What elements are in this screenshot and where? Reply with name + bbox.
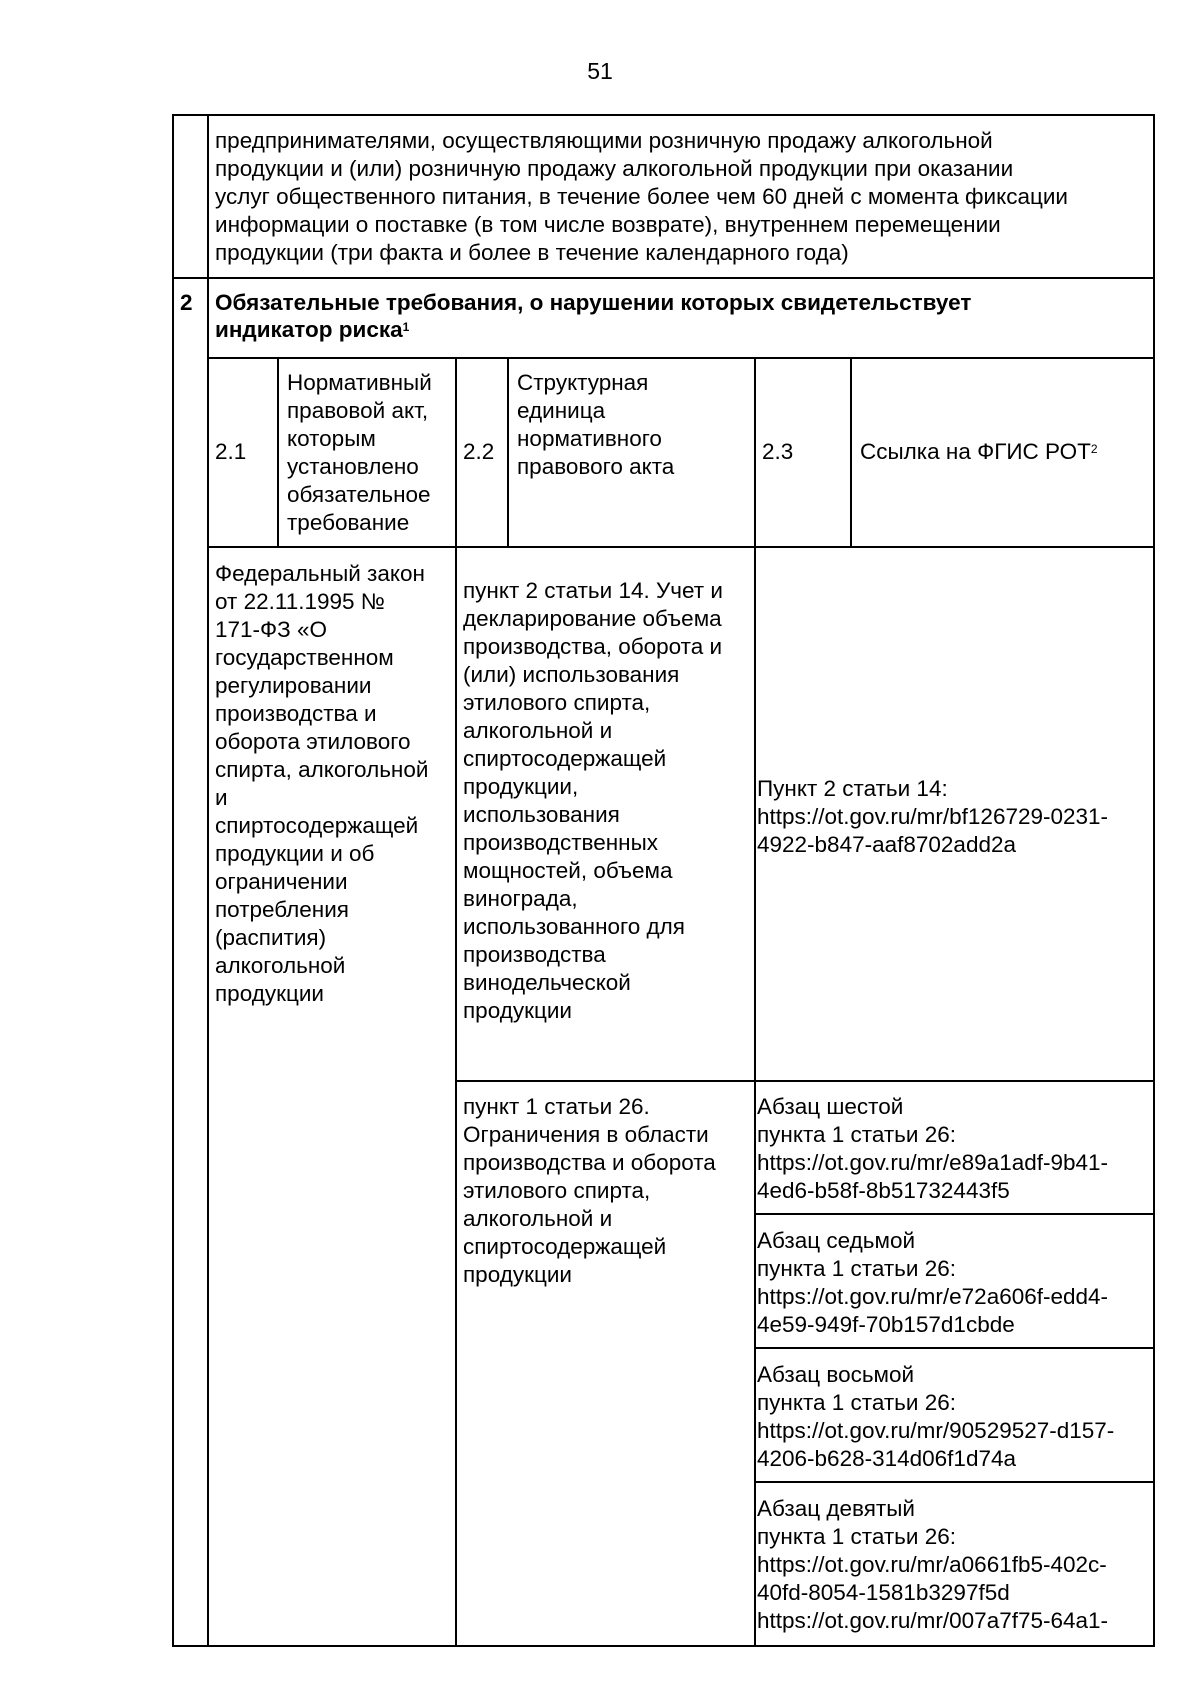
ot-link[interactable]: 4922-b847-aaf8702add2a: [757, 832, 1016, 857]
section-title-line1: Обязательные требования, о нарушении которых свидетельствует: [215, 290, 972, 315]
section-number: 2: [180, 290, 193, 315]
ot-link[interactable]: https://ot.gov.ru/mr/e72a606f-edd4-: [757, 1284, 1109, 1309]
header-2-2-number: 2.2: [463, 439, 495, 464]
header-2-1-number: 2.1: [215, 439, 247, 464]
ot-link[interactable]: https://ot.gov.ru/mr/a0661fb5-402c-: [757, 1552, 1107, 1577]
header-2-3-label: Ссылка на ФГИС РОТ$^2$: [860, 439, 1098, 464]
section-title-line2: индикатор риска$^1$: [215, 317, 410, 342]
page-number: 51: [587, 58, 613, 84]
ot-link[interactable]: https://ot.gov.ru/mr/bf126729-0231-: [757, 804, 1109, 829]
header-2-3-number: 2.3: [762, 439, 794, 464]
ot-link[interactable]: https://ot.gov.ru/mr/007a7f75-64a1-: [757, 1608, 1109, 1633]
ot-link[interactable]: 4206-b628-314d06f1d74a: [757, 1446, 1016, 1471]
ot-link[interactable]: 40fd-8054-1581b3297f5d: [757, 1580, 1010, 1605]
ot-link[interactable]: https://ot.gov.ru/mr/e89a1adf-9b41-: [757, 1150, 1109, 1175]
footnote-ref-2: 2: [1090, 442, 1098, 456]
ot-link[interactable]: 4ed6-b58f-8b51732443f5: [757, 1178, 1010, 1203]
footnote-ref-1: 1: [402, 320, 410, 334]
ot-link[interactable]: 4e59-949f-70b157d1cbde: [757, 1312, 1015, 1337]
ot-link[interactable]: https://ot.gov.ru/mr/90529527-d157-: [757, 1418, 1115, 1443]
